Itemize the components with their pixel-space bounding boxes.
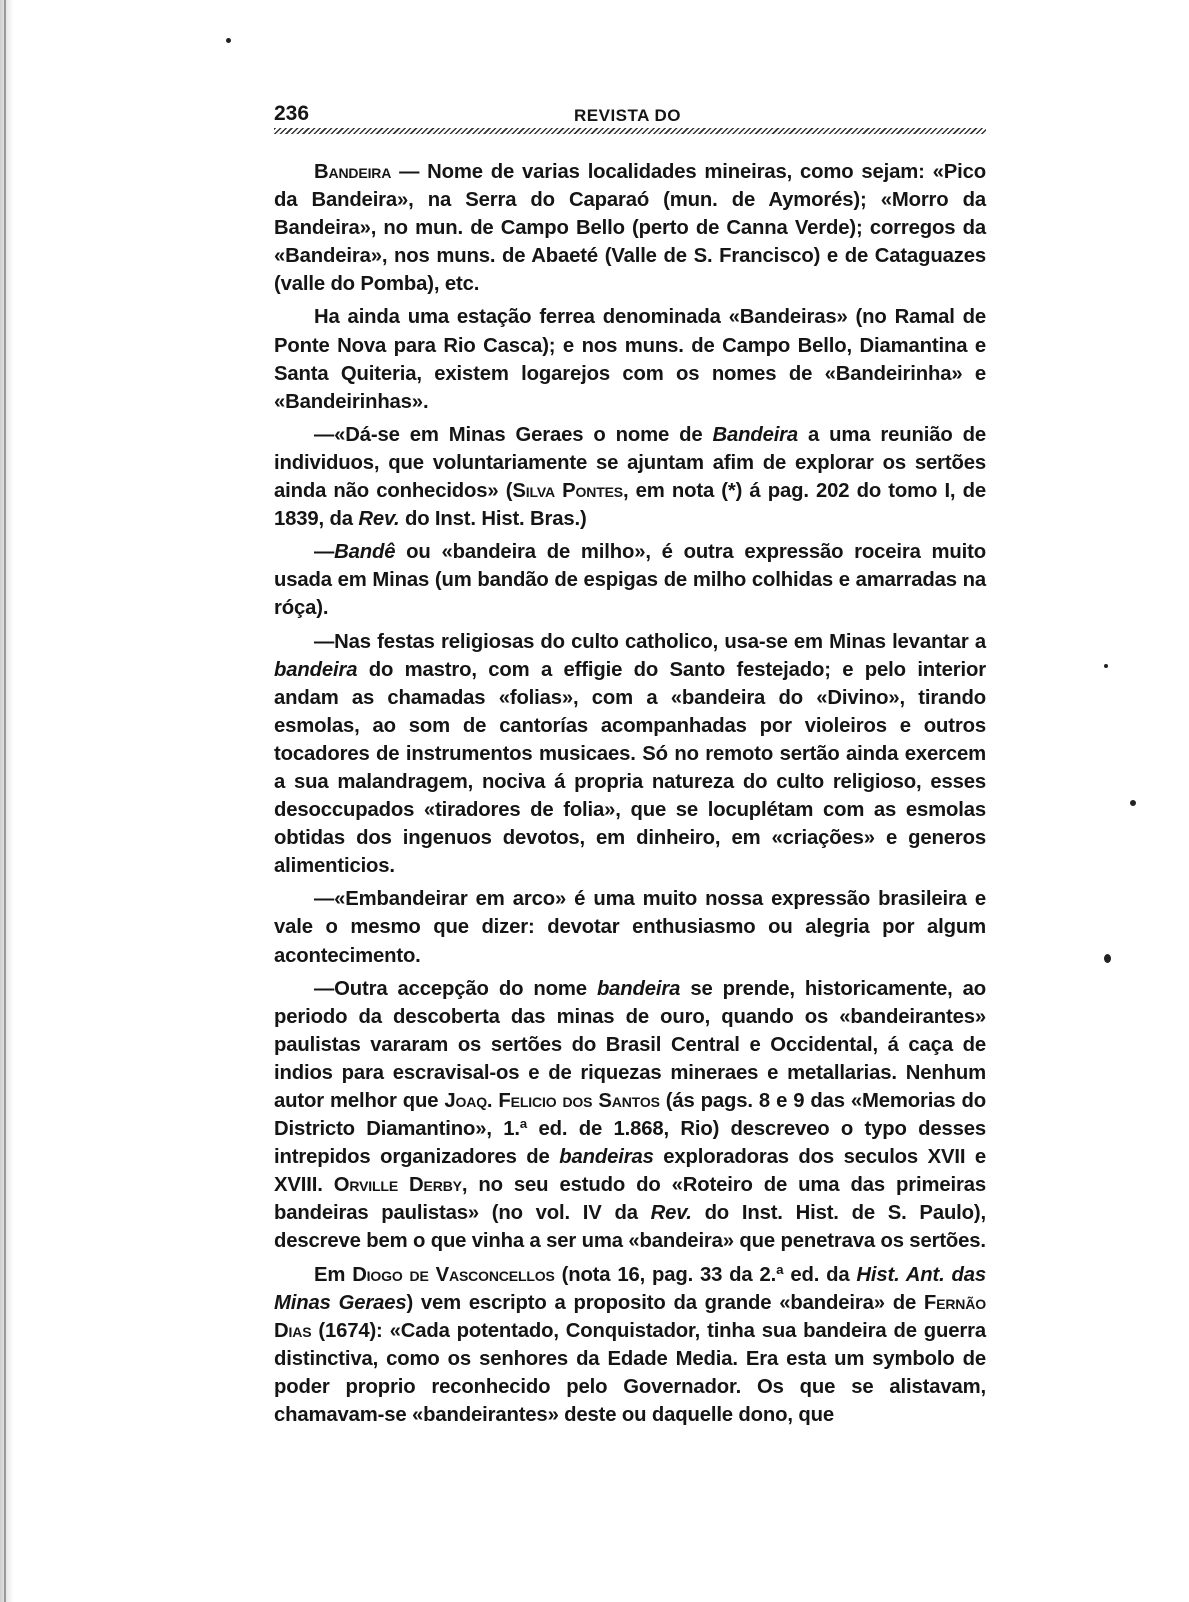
book-page — [274, 98, 986, 1434]
text-run: exploradoras dos seculos XVII e XVIII. — [274, 1146, 987, 1197]
text-run: —«Embandeirar em arco» é uma muito nossa expressão brasileira e vale o mesmo que dizer: devotar enthusiasmo ou alegria por algum acontecimento. — [274, 888, 986, 967]
italic-term: bandeiras — [559, 1146, 654, 1169]
author-name: Bandeira — [314, 161, 392, 183]
text-run: (ás pags. 8 e 9 das «Memorias do Districto Diamantino», 1.ª ed. de 1.868, Rio) descreveo o typo desses intrepidos organizadores de — [274, 1090, 987, 1169]
text-run: ou «bandeira de milho», é outra expressão roceira muito usada em Minas (um bandão de espigas de milho colhidas e amarradas na róça). — [274, 541, 986, 620]
ink-speck — [1104, 954, 1111, 963]
text-run: , em nota (*) á pag. 202 do tomo I, de 1839, da — [274, 480, 986, 531]
text-run: Em — [314, 1263, 353, 1286]
author-name: Diogo de Vasconcellos — [352, 1263, 555, 1286]
ink-speck — [226, 38, 231, 43]
page-gutter-shadow — [0, 0, 14, 1602]
paragraph — [274, 538, 986, 622]
text-run: do mastro, com a effigie do Santo festejado; e pelo interior andam as chamadas «folias», com a «bandeira do «Divino», tirando esmolas, ao som de cantorías acompanhadas por violeiros e outros tocadores de instrumentos musicaes. Só no remoto sertão ainda exercem a sua malandragem, nociva á propria natureza do culto religioso, esses desoccupados «tiradores de folia», que se locuplétam com as esmolas obtidas dos ingenuos devotos, em dinheiro, em «criações» e generos alimenticios. — [274, 658, 986, 878]
paragraph — [274, 975, 986, 1256]
text-run: do Inst. Hist. Bras.) — [399, 508, 587, 531]
text-run: —Nas festas religiosas do culto catholico, usa-se em Minas levantar a — [314, 630, 986, 653]
italic-term: bandeira — [274, 658, 358, 681]
text-run: — — [314, 541, 335, 564]
italic-term: Rev. — [358, 508, 400, 531]
page-number: 236 — [274, 102, 310, 125]
text-run: , no seu estudo do «Roteiro de uma das primeiras bandeiras paulistas» (no vol. IV da — [274, 1174, 986, 1225]
italic-term: Rev. — [650, 1202, 692, 1225]
text-run: (nota 16, pag. 33 da 2.ª ed. da — [554, 1263, 857, 1286]
text-run: —«Dá-se em Minas Geraes o nome de — [314, 423, 713, 446]
text-run: a uma reunião de individuos, que voluntariamente se ajuntam afim de explorar os sertões ainda não conhecidos» ( — [274, 423, 987, 503]
author-name: Fernão Dias — [274, 1291, 986, 1342]
italic-term: Bandeira — [712, 423, 799, 446]
running-title: REVISTA DO — [574, 106, 682, 125]
author-name: Joaq. Felicio dos Santos — [444, 1090, 660, 1112]
text-run: se prende, historicamente, ao periodo da descoberta das minas de ouro, quando os «bandeirantes» paulistas vararam os sertões do Brasil Central e Occidental, á caça de indios para escravisal-os e de riquezas mineraes e metallarias. Nenhum autor melhor que — [274, 977, 986, 1112]
text-run: (1674): «Cada potentado, Conquistador, tinha sua bandeira de guerra distinctiva, como os senhores da Edade Media. Era esta um symbolo de poder proprio reconhecido pelo Governador. Os que se alistavam, chamavam-se «bandeirantes» deste ou daquelle dono, que — [274, 1319, 986, 1427]
header-rule — [274, 128, 986, 134]
author-name: Orville Derby — [333, 1174, 462, 1197]
paragraph — [274, 303, 986, 415]
paragraph — [274, 1261, 986, 1430]
italic-term: bandeira — [596, 977, 681, 1000]
binding-edge — [4, 0, 6, 1602]
paragraph — [274, 885, 986, 969]
text-run: do Inst. Hist. de S. Paulo), descreve bem o que vinha a ser uma «bandeira» que penetrava os sertões. — [274, 1202, 986, 1253]
text-run: Ha ainda uma estação ferrea denominada «Bandeiras» (no Ramal de Ponte Nova para Rio Casca); e nos muns. de Campo Bello, Diamantina e Santa Quiteria, existem logarejos com os nomes de «Bandeirinha» e «Bandeirinhas». — [274, 306, 986, 413]
text-run: — Nome de varias localidades mineiras, como sejam: «Pico da Bandeira», na Serra do Caparaó (mun. de Aymorés); «Morro da Bandeira», no mun. de Campo Bello (perto de Canna Verde); corregos da «Bandeira», nos muns. de Abaeté (Valle de S. Francisco) e de Cataguazes (valle do Pomba), etc. — [274, 161, 986, 296]
text-run: —Outra accepção do nome — [314, 977, 597, 1000]
paragraph — [274, 628, 986, 881]
italic-term: Bandê — [334, 541, 396, 564]
body-text — [274, 158, 986, 1429]
ink-speck — [1130, 800, 1136, 806]
paragraph — [274, 421, 986, 533]
page-header — [274, 98, 986, 128]
ink-speck — [1104, 664, 1108, 668]
author-name: Silva Pontes — [512, 480, 623, 503]
italic-term: Hist. Ant. das Minas Geraes — [274, 1263, 986, 1314]
paragraph — [274, 158, 986, 298]
text-run: ) vem escripto a proposito da grande «bandeira» de — [406, 1291, 924, 1314]
